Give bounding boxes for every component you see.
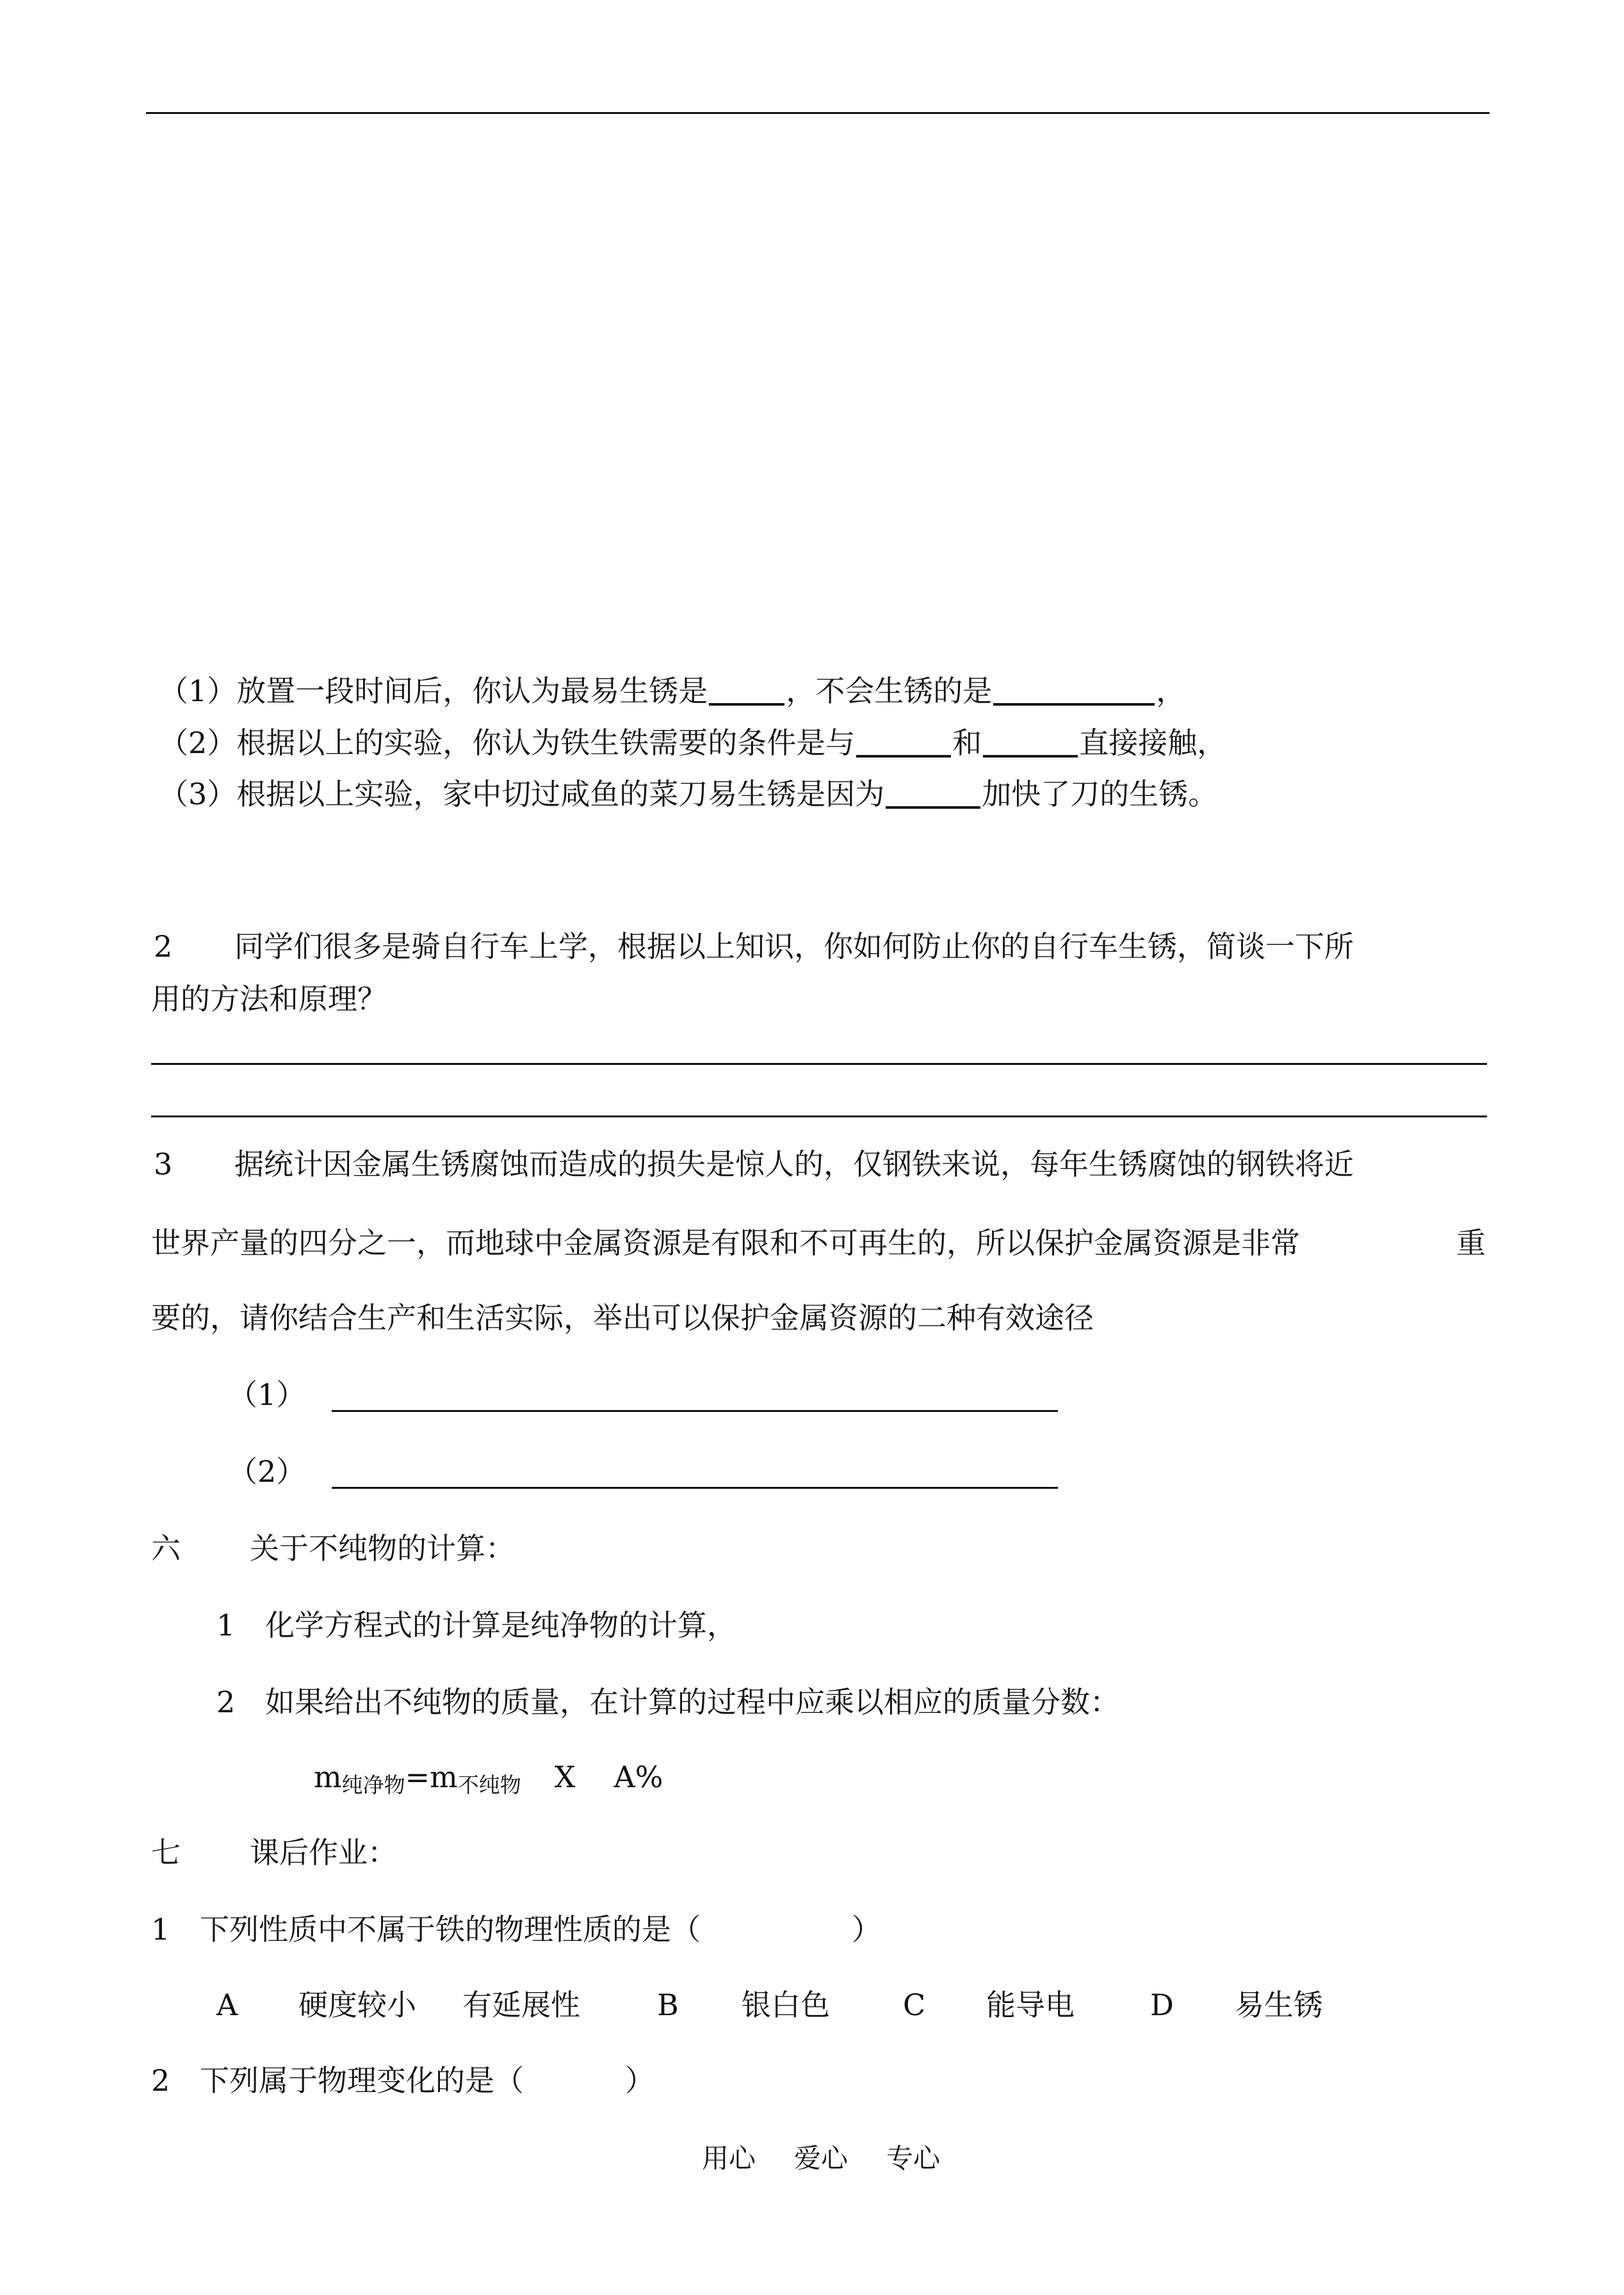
q1-part1-blank-2[interactable] bbox=[993, 675, 1155, 706]
q1-part1-text-a: （1）放置一段时间后，你认为最易生锈是 bbox=[159, 674, 708, 708]
option-c-letter: C bbox=[903, 1988, 926, 2022]
hw1-close-paren: ） bbox=[852, 1912, 881, 1947]
q1-part1-text-b: ，不会生锈的是 bbox=[786, 674, 993, 708]
formula-equals: =m bbox=[405, 1760, 458, 1794]
q2-answer-line-1[interactable] bbox=[151, 1063, 1487, 1065]
option-a-text-2: 有延展性 bbox=[462, 1988, 580, 2022]
option-c-text: 能导电 bbox=[986, 1988, 1075, 2022]
section6-item2-number: 2 bbox=[216, 1685, 236, 1719]
hw2-close-paren: ） bbox=[625, 2063, 654, 2098]
q1-part2-blank-1[interactable] bbox=[856, 727, 951, 758]
formula-times: X bbox=[554, 1760, 576, 1794]
q1-part3-blank[interactable] bbox=[886, 778, 980, 809]
q1-part2 bbox=[159, 727, 1226, 758]
option-a-text-1: 硬度较小 bbox=[298, 1988, 416, 2022]
section6-number: 六 bbox=[151, 1531, 181, 1566]
formula-subscript-pure: 纯净物 bbox=[341, 1772, 405, 1797]
q3-number: 3 bbox=[154, 1147, 173, 1181]
q1-part2-text-c: 直接接触， bbox=[1079, 726, 1227, 760]
q1-part2-blank-2[interactable] bbox=[983, 727, 1078, 758]
q2-number: 2 bbox=[154, 929, 173, 964]
q2-line1: 同学们很多是骑自行车上学，根据以上知识，你如何防止你的自行车生锈，简谈一下所 bbox=[234, 929, 1354, 964]
hw1-number: 1 bbox=[151, 1912, 170, 1947]
footer-text-1: 用心 bbox=[702, 2143, 756, 2174]
section6-title: 关于不纯物的计算： bbox=[250, 1531, 515, 1566]
q1-part1-text-c: ， bbox=[1156, 674, 1186, 708]
q1-part2-text-b: 和 bbox=[952, 726, 982, 760]
option-b-letter: B bbox=[657, 1988, 679, 2022]
q2-line2: 用的方法和原理？ bbox=[151, 982, 387, 1016]
footer-text-3: 专心 bbox=[886, 2143, 941, 2174]
q1-part3-text-a: （3）根据以上实验，家中切过咸鱼的菜刀易生锈是因为 bbox=[159, 777, 885, 811]
section6-item1-text: 化学方程式的计算是纯净物的计算， bbox=[265, 1608, 736, 1642]
q3-item1-answer-line[interactable] bbox=[332, 1410, 1058, 1412]
option-b-text: 银白色 bbox=[742, 1988, 830, 2022]
section6-formula bbox=[314, 1762, 663, 1796]
formula-percent: A% bbox=[613, 1760, 663, 1794]
formula-subscript-impure: 不纯物 bbox=[457, 1772, 521, 1797]
formula-m: m bbox=[314, 1760, 342, 1794]
hw2-text: 下列属于物理变化的是（ bbox=[200, 2063, 524, 2098]
option-d-letter: D bbox=[1150, 1988, 1174, 2022]
section7-number: 七 bbox=[151, 1835, 181, 1870]
hw1-text: 下列性质中不属于铁的物理性质的是（ bbox=[200, 1912, 701, 1947]
option-d-text: 易生锈 bbox=[1235, 1988, 1323, 2022]
q2-answer-line-2[interactable] bbox=[151, 1115, 1487, 1117]
q1-part1-blank-1[interactable] bbox=[709, 675, 784, 706]
footer-text-2: 爱心 bbox=[794, 2143, 849, 2174]
q1-part3-text-b: 加快了刀的生锈。 bbox=[982, 777, 1218, 811]
option-a-letter: A bbox=[216, 1988, 238, 2022]
q1-part2-text-a: （2）根据以上的实验，你认为铁生铁需要的条件是与 bbox=[159, 726, 856, 760]
q1-part3 bbox=[159, 778, 1217, 809]
q3-line2: 世界产量的四分之一，而地球中金属资源是有限和不可再生的，所以保护金属资源是非常 bbox=[151, 1226, 1300, 1260]
q3-line1: 据统计因金属生锈腐蚀而造成的损失是惊人的，仅钢铁来说，每年生锈腐蚀的钢铁将近 bbox=[234, 1147, 1354, 1181]
q1-part1 bbox=[159, 675, 1185, 706]
q3-item1-label: （1） bbox=[228, 1377, 306, 1412]
q3-line2-end: 重 bbox=[1456, 1226, 1486, 1260]
q3-item2-answer-line[interactable] bbox=[332, 1487, 1058, 1489]
footer bbox=[702, 2145, 940, 2172]
hw2-number: 2 bbox=[151, 2063, 170, 2098]
section7-title: 课后作业： bbox=[250, 1835, 397, 1870]
header-rule bbox=[146, 112, 1490, 114]
q3-item2-label: （2） bbox=[228, 1454, 306, 1489]
q3-line3: 要的，请你结合生产和生活实际，举出可以保护金属资源的二种有效途径 bbox=[151, 1301, 1094, 1335]
section6-item1-number: 1 bbox=[216, 1608, 236, 1642]
section6-item2-text: 如果给出不纯物的质量，在计算的过程中应乘以相应的质量分数： bbox=[265, 1685, 1119, 1719]
